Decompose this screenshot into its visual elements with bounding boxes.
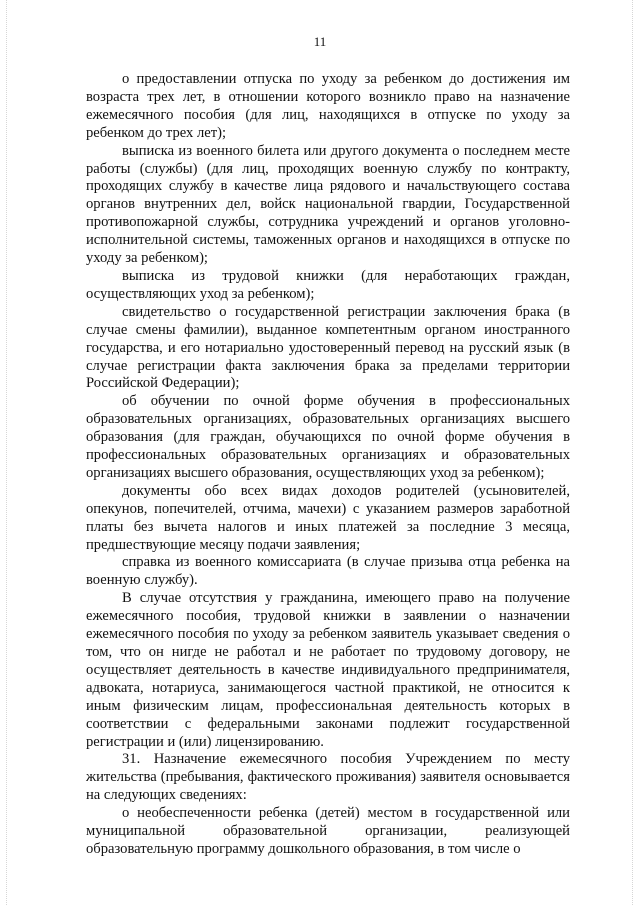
document-body — [86, 71, 570, 859]
paragraph: об обучении по очной форме обучения в профессиональных образовательных организациях, образовательных организациях высшего образования (для граждан, обучающихся по очной форме обучения в профессиональных образовательных организациях и образовательных организациях высшего образования, осуществляющих уход за ребенком); — [86, 393, 570, 481]
page-number: 11 — [313, 34, 327, 49]
paragraph: В случае отсутствия у гражданина, имеющего право на получение ежемесячного пособия, трудовой книжки в заявлении о назначении ежемесячного пособия по уходу за ребенком заявитель указывает сведения о том, что он нигде не работал и не работает по трудовому договору, не осуществляет деятельность в качестве индивидуального предпринимателя, адвоката, нотариуса, занимающегося частной практикой, не относится к иным физическим лицам, профессиональная деятельность которых в соответствии с федеральными законами подлежит государственной регистрации и (или) лицензированию. — [86, 590, 570, 750]
paragraph-section-31: 31. Назначение ежемесячного пособия Учреждением по месту жительства (пребывания, фактического проживания) заявителя основывается на следующих сведениях: — [86, 751, 570, 804]
paragraph: документы обо всех видах доходов родителей (усыновителей, опекунов, попечителей, отчима, мачехи) с указанием размеров заработной платы без вычета налогов и иных платежей за последние 3 месяца, предшествующие месяцу подачи заявления; — [86, 482, 570, 553]
scan-edge-right — [632, 0, 633, 905]
paragraph: о необеспеченности ребенка (детей) местом в государственной или муниципальной образовательной организации, реализующей образовательную программу дошкольного образования, в том числе о — [86, 805, 570, 857]
paragraph: выписка из трудовой книжки (для неработающих граждан, осуществляющих уход за ребенком); — [86, 267, 570, 302]
paragraph: свидетельство о государственной регистрации заключения брака (в случае смены фамилии), выданное компетентным органом иностранного государства, и его нотариально удостоверенный перевод на русский язык (в случае регистрации факта заключения брака за пределами территории Российской Федерации); — [86, 303, 570, 392]
scan-edge-left — [6, 0, 7, 905]
paragraph: о предоставлении отпуска по уходу за ребенком до достижения им возраста трех лет, в отношении которого возникло право на назначение ежемесячного пособия (для лиц, находящихся в отпуске по уходу за ребенком до трех лет); — [86, 71, 570, 141]
paragraph: выписка из военного билета или другого документа о последнем месте работы (службы) (для лиц, проходящих военную службу по контракту, проходящих службу в качестве лица рядового и начальствующего состава органов внутренних дел, войск национальной гвардии, Государственной противопожарной службы, сотрудника учреждений и органов уголовно-исполнительной системы, таможенных органов и находящихся в отпуске по уходу за ребенком); — [86, 142, 570, 267]
paragraph: справка из военного комиссариата (в случае призыва отца ребенка на военную службу). — [86, 554, 570, 589]
